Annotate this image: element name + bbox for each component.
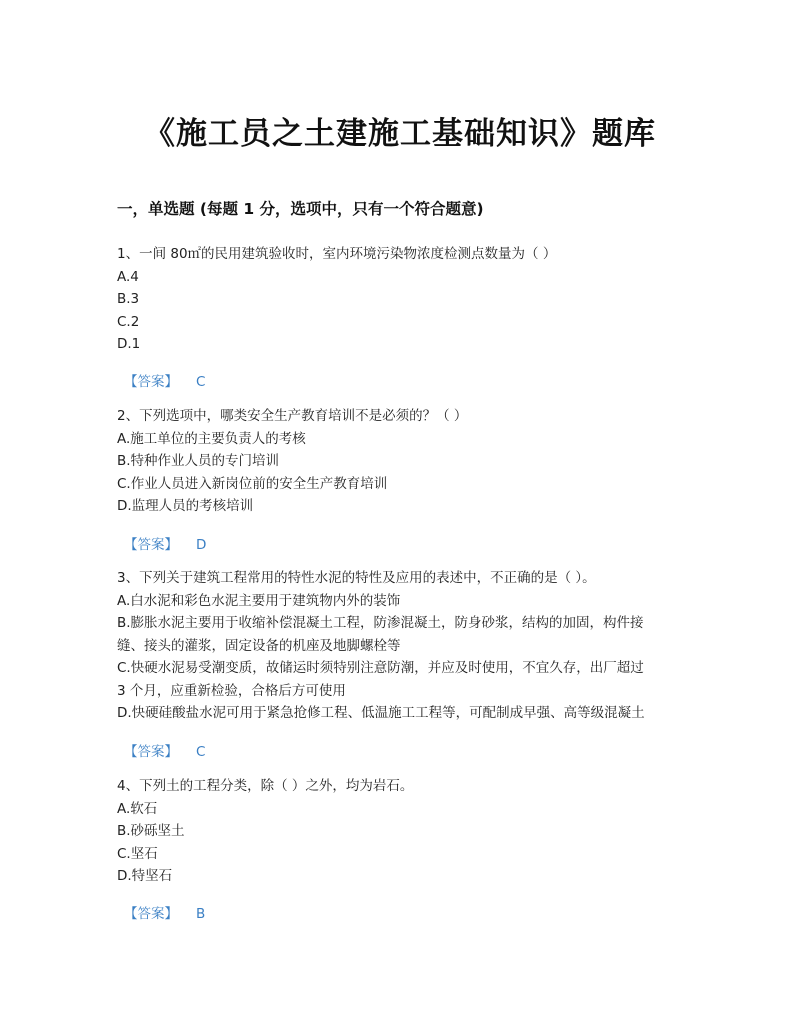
option-a: A.4 <box>117 268 139 285</box>
section-heading: 一，单选题 (每题 1 分，选项中，只有一个符合题意) <box>117 200 484 218</box>
option-b: B.膨胀水泥主要用于收缩补偿混凝土工程，防渗混凝土，防身砂浆，结构的加固，构件接 <box>117 615 644 631</box>
option-a: A.软石 <box>117 800 158 817</box>
option-b: B.特种作业人员的专门培训 <box>117 453 280 469</box>
option-b: B.3 <box>117 291 140 307</box>
option-c: C.坚石 <box>117 845 158 862</box>
answer-value: C <box>196 744 206 760</box>
question-4 <box>117 775 683 888</box>
answer-label: 【答案】 <box>124 374 178 390</box>
question-stem: 3、下列关于建筑工程常用的特性水泥的特性及应用的表述中，不正确的是（ ）。 <box>117 570 596 586</box>
question-stem: 1、一间 80㎡的民用建筑验收时，室内环境污染物浓度检测点数量为（ ） <box>117 246 557 262</box>
answer-value: B <box>196 906 206 922</box>
option-b: B.砂砾坚土 <box>117 823 185 839</box>
answer-value: D <box>196 537 207 553</box>
option-c: C.快硬水泥易受潮变质，故储运时须特别注意防潮，并应及时使用，不宜久存，出厂超过 <box>117 660 644 676</box>
question-stem: 4、下列土的工程分类，除（ ）之外，均为岩石。 <box>117 778 414 794</box>
answer-label: 【答案】 <box>124 906 178 922</box>
answer-label: 【答案】 <box>124 537 178 553</box>
document-title: 《施工员之土建施工基础知识》题库 <box>144 116 656 152</box>
answer-1 <box>124 370 205 390</box>
option-c-continued: 3 个月，应重新检验，合格后方可使用 <box>117 682 346 699</box>
answer-value: C <box>196 374 206 390</box>
question-stem: 2、下列选项中，哪类安全生产教育培训不是必须的？（ ） <box>117 408 468 424</box>
answer-2 <box>124 533 206 553</box>
answer-4 <box>124 902 205 922</box>
option-c: C.作业人员进入新岗位前的安全生产教育培训 <box>117 475 388 492</box>
option-d: D.1 <box>117 336 141 352</box>
question-1 <box>117 243 683 356</box>
option-a: A.施工单位的主要负责人的考核 <box>117 430 306 447</box>
question-3 <box>117 567 683 725</box>
answer-label: 【答案】 <box>124 744 178 760</box>
option-a: A.白水泥和彩色水泥主要用于建筑物内外的装饰 <box>117 592 401 609</box>
option-c: C.2 <box>117 313 140 330</box>
option-d: D.特坚石 <box>117 868 173 884</box>
question-2 <box>117 405 683 518</box>
answer-3 <box>124 740 205 760</box>
option-d: D.快硬硅酸盐水泥可用于紧急抢修工程、低温施工工程等，可配制成早强、高等级混凝土 <box>117 705 645 721</box>
option-b-continued: 缝、接头的灌浆，固定设备的机座及地脚螺栓等 <box>117 637 401 654</box>
option-d: D.监理人员的考核培训 <box>117 498 254 514</box>
